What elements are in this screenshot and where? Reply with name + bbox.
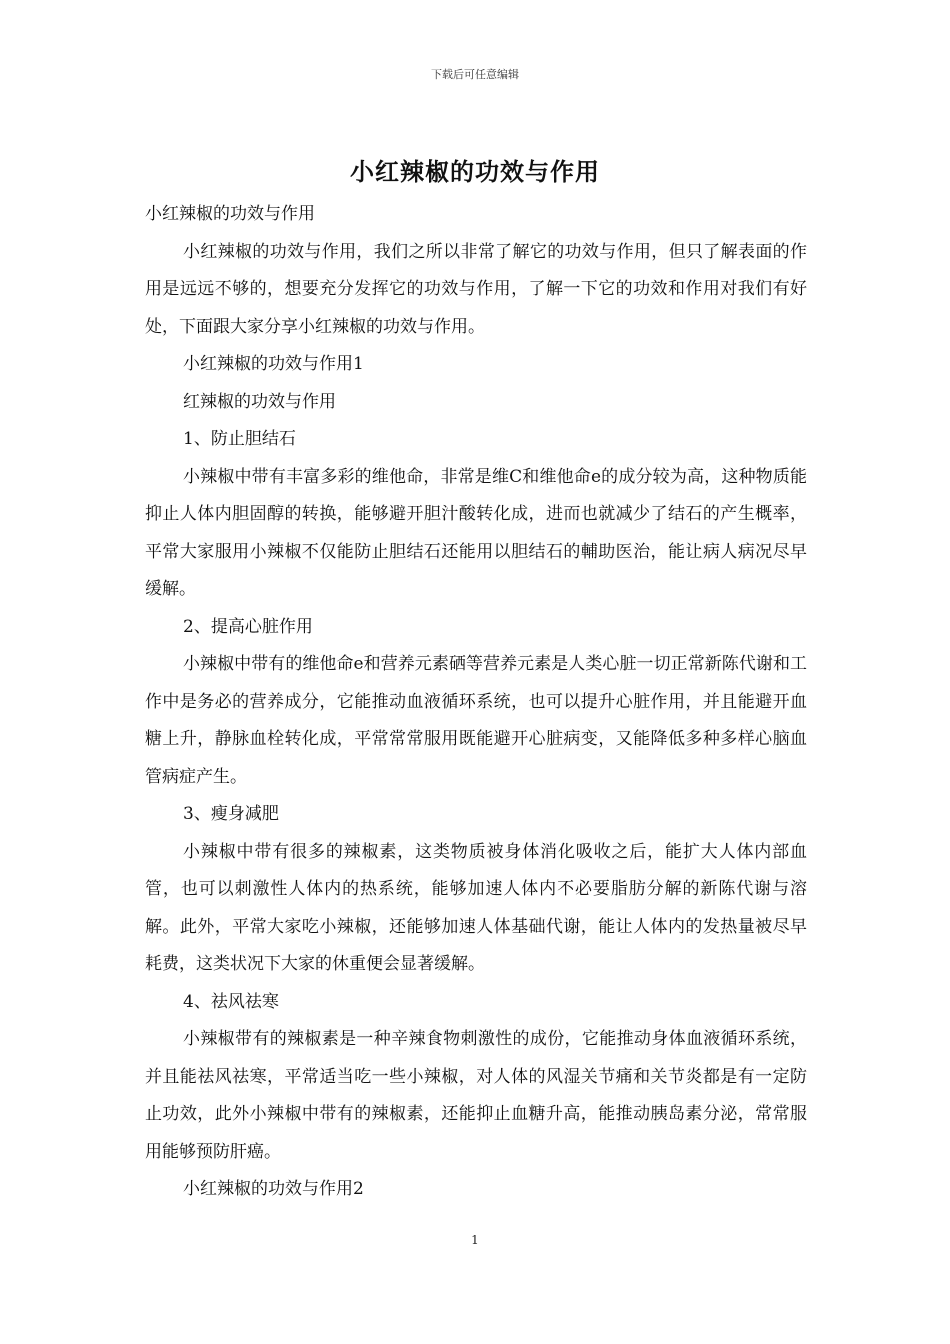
paragraph-subtitle: 小红辣椒的功效与作用 (145, 204, 315, 224)
paragraph-intro: 小红辣椒的功效与作用，我们之所以非常了解它的功效与作用，但只了解表面的作用是远远不够的，想要充分发挥它的功效与作用，了解一下它的功效和作用对我们有好处，下面跟大家分享小红辣椒的功效与作用。 (145, 241, 807, 337)
item-heading-1: 1、防止胆结石 (183, 429, 296, 449)
document-title: 小红辣椒的功效与作用 (350, 157, 600, 186)
item-paragraph-3: 小辣椒中带有很多的辣椒素，这类物质被身体消化吸收之后，能扩大人体内部血管，也可以刺激性人体内的热系统，能够加速人体内不必要脂肪分解的新陈代谢与溶解。此外，平常大家吃小辣椒，还能够加速人体基础代谢，能让人体内的发热量被尽早耗费，这类状况下大家的休重便会显著缓解。 (145, 841, 807, 974)
item-heading-4: 4、祛风祛寒 (183, 991, 279, 1012)
item-heading-3: 3、瘦身减肥 (183, 804, 279, 824)
item-heading-2: 2、提高心脏作用 (183, 616, 313, 637)
section-heading-1: 小红辣椒的功效与作用1 (183, 354, 364, 374)
document-body (145, 196, 807, 1209)
page-number: 1 (471, 1233, 479, 1247)
subsection-heading: 红辣椒的功效与作用 (183, 391, 336, 412)
item-paragraph-4: 小辣椒带有的辣椒素是一种辛辣食物刺激性的成份，它能推动身体血液循环系统，并且能祛风祛寒，平常适当吃一些小辣椒，对人体的风湿关节痛和关节炎都是有一定防止功效，此外小辣椒中带有的辣椒素，还能抑止血糖升高，能推动胰岛素分泌，常常服用能够预防肝癌。 (145, 1029, 807, 1162)
item-paragraph-2: 小辣椒中带有的维他命e和营养元素硒等营养元素是人类心脏一切正常新陈代谢和工作中是务必的营养成分，它能推动血液循环系统，也可以提升心脏作用，并且能避开血糖上升，静脉血栓转化成，平常常常服用既能避开心脏病变，又能降低多种多样心脑血管病症产生。 (145, 654, 807, 787)
header-note: 下载后可任意编辑 (431, 68, 519, 81)
item-paragraph-1: 小辣椒中带有丰富多彩的维他命，非常是维C和维他命e的成分较为高，这种物质能抑止人体内胆固醇的转换，能够避开胆汁酸转化成，进而也就减少了结石的产生概率，平常大家服用小辣椒不仅能防止胆结石还能用以胆结石的輔助医治，能让病人病况尽早缓解。 (145, 466, 807, 599)
section-heading-2: 小红辣椒的功效与作用2 (183, 1179, 364, 1199)
